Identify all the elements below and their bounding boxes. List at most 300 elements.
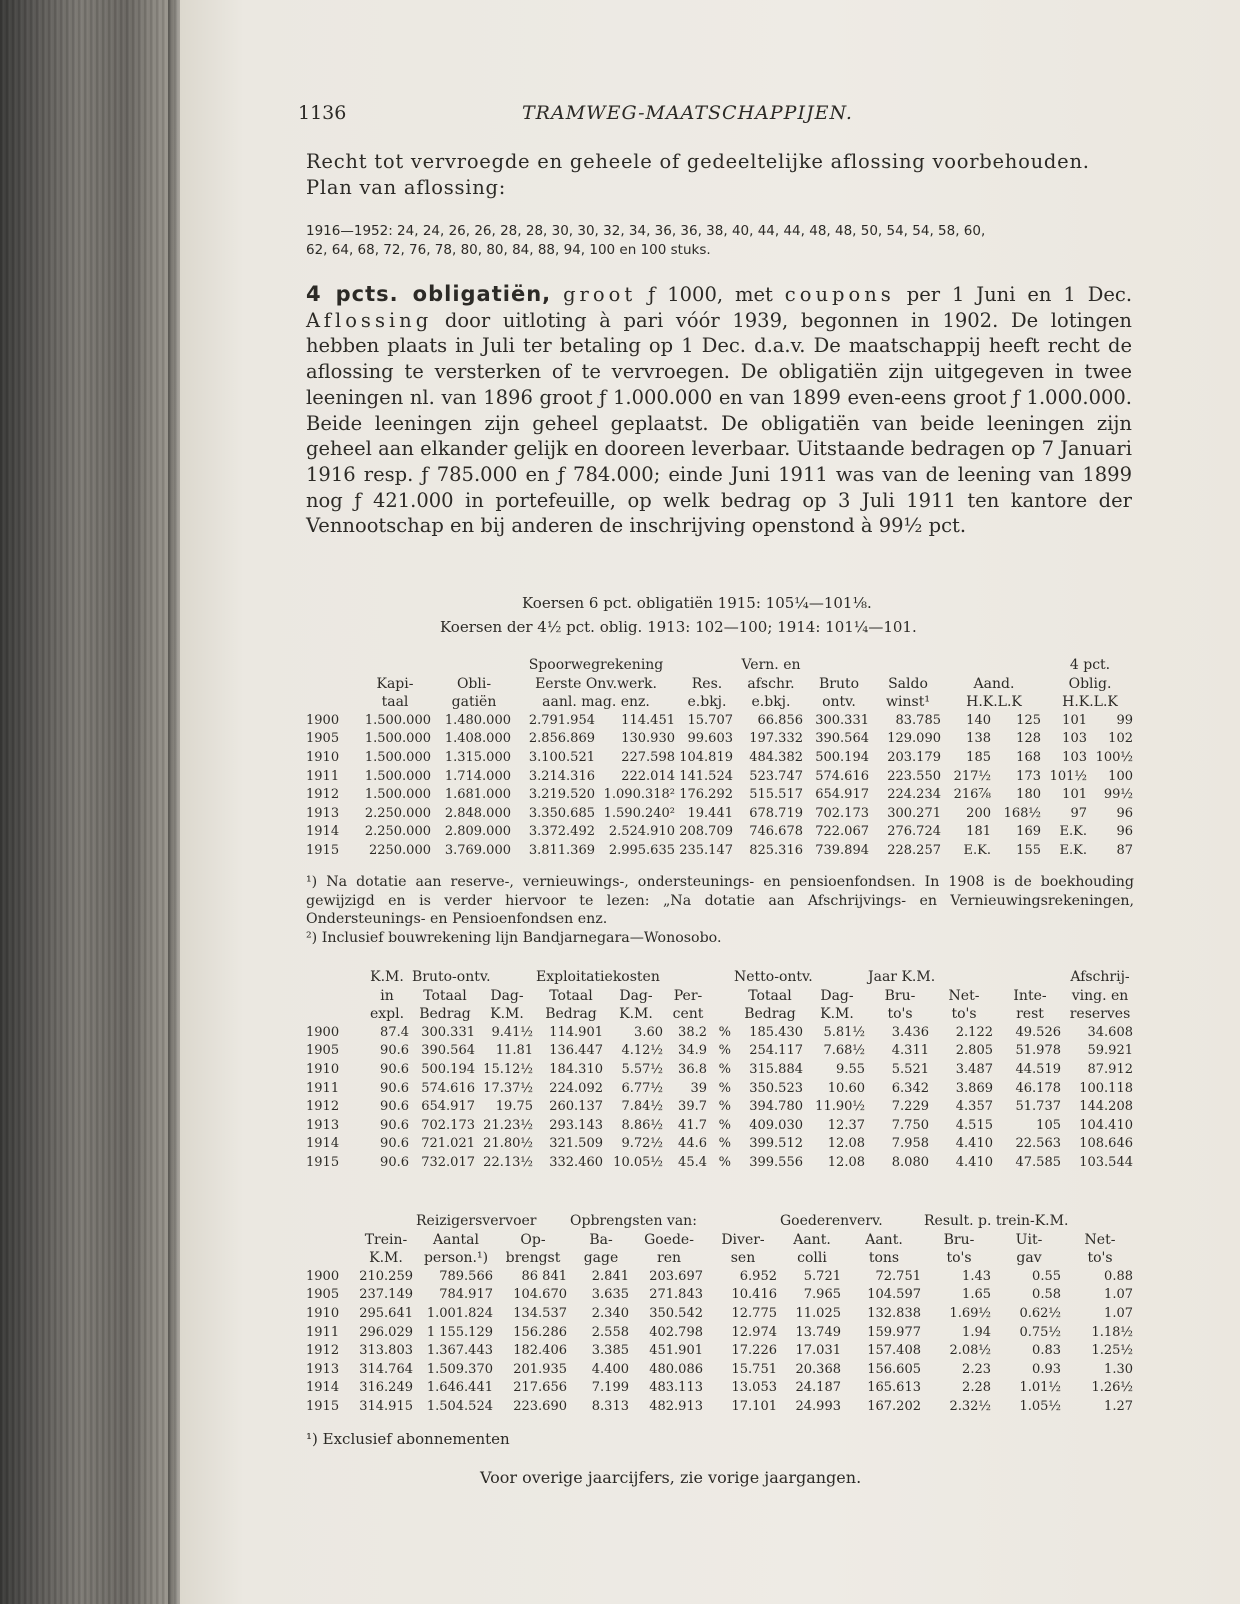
- header-cell: Bedrag: [545, 1006, 597, 1023]
- value-cell: 2.558: [591, 1324, 629, 1340]
- value-cell: 185.430: [749, 1024, 803, 1040]
- value-cell: 216⅞: [953, 787, 991, 803]
- value-cell: 3.869: [955, 1080, 993, 1096]
- header-cell: [434, 656, 514, 675]
- year-cell: 1913: [306, 1361, 340, 1377]
- header-cell: in: [380, 987, 394, 1004]
- value-cell: 721.021: [421, 1136, 475, 1152]
- year-cell: 1914: [306, 1136, 340, 1152]
- value-cell: 2.841: [591, 1268, 629, 1284]
- header-cell: K.M.: [619, 1006, 653, 1023]
- value-cell: 3.219.520: [528, 787, 595, 803]
- value-cell: 789.566: [439, 1268, 493, 1284]
- value-cell: 101: [1062, 787, 1087, 803]
- header-cell: Totaal: [748, 987, 792, 1004]
- value-cell: 678.719: [749, 805, 803, 821]
- table-row: [306, 712, 1136, 731]
- value-cell: 200: [966, 805, 991, 821]
- value-cell: 399.556: [749, 1154, 803, 1170]
- value-cell: %: [718, 1117, 731, 1133]
- value-cell: 3.214.316: [528, 768, 595, 784]
- value-cell: 46.178: [1015, 1080, 1061, 1096]
- value-cell: 2.856.869: [528, 731, 595, 747]
- value-cell: 2.250.000: [364, 805, 431, 821]
- header-cell: [678, 656, 736, 675]
- value-cell: 176.292: [679, 787, 733, 803]
- value-cell: 500.194: [815, 749, 869, 765]
- value-cell: 254.117: [749, 1043, 803, 1059]
- header-cell: winst¹: [886, 694, 930, 711]
- value-cell: 295.641: [359, 1305, 413, 1321]
- koersen-line-2: Koersen der 4½ pct. oblig. 1913: 102—100; 1914: 101¼—101.: [440, 618, 917, 636]
- header-cell: Net-: [1084, 1231, 1116, 1248]
- header-cell: Inte-: [1013, 987, 1047, 1004]
- exploitation-table-body: [306, 1024, 1136, 1173]
- header-cell: Obli-: [456, 675, 492, 692]
- value-cell: 11.90½: [815, 1099, 865, 1115]
- value-cell: 138: [966, 731, 991, 747]
- value-cell: 173: [1016, 768, 1041, 784]
- bonds-paragraph: [306, 282, 1132, 539]
- header-cell: Result. p. trein-K.M.: [924, 1213, 1069, 1229]
- value-cell: 90.6: [380, 1117, 409, 1133]
- value-cell: 784.917: [439, 1287, 493, 1303]
- value-cell: 100½: [1095, 749, 1133, 765]
- value-cell: 3.635: [591, 1287, 629, 1303]
- header-cell: to's: [946, 1250, 972, 1267]
- value-cell: 1.500.000: [364, 787, 431, 803]
- header-cell: Jaar K.M.: [868, 969, 936, 985]
- value-cell: 0.83: [1032, 1343, 1061, 1359]
- value-cell: 17.37½: [483, 1080, 533, 1096]
- footnote-2: ²) Inclusief bouwrekening lijn Bandjarnegara—Wonosobo.: [306, 929, 722, 946]
- value-cell: 155: [1016, 842, 1041, 858]
- value-cell: 451.901: [649, 1343, 703, 1359]
- value-cell: 1.681.000: [444, 787, 511, 803]
- value-cell: 45.4: [678, 1154, 707, 1170]
- value-cell: 1.18½: [1091, 1324, 1133, 1340]
- value-cell: 90.6: [380, 1080, 409, 1096]
- header-cell: Goederenverv.: [780, 1213, 883, 1229]
- value-cell: 125: [1016, 712, 1041, 728]
- value-cell: 2.28: [962, 1380, 991, 1396]
- header-cell: [306, 1005, 362, 1024]
- header-cell: K.M.: [490, 1006, 524, 1023]
- value-cell: 90.6: [380, 1154, 409, 1170]
- transport-table: [306, 1212, 1136, 1417]
- value-cell: 90.6: [380, 1099, 409, 1115]
- schedule-line-2: 62, 64, 68, 72, 76, 78, 80, 80, 84, 88, 94, 100 en 100 stuks.: [306, 242, 711, 258]
- year-cell: 1900: [306, 1024, 340, 1040]
- value-cell: 203.697: [649, 1268, 703, 1284]
- value-cell: 300.331: [421, 1024, 475, 1040]
- header-cell: aanl. mag. enz.: [542, 694, 650, 711]
- table-row: [306, 1268, 1136, 1287]
- header-cell: [996, 968, 1064, 987]
- value-cell: 1.714.000: [444, 768, 511, 784]
- value-cell: 8.86½: [621, 1117, 663, 1133]
- value-cell: 157.408: [867, 1343, 921, 1359]
- value-cell: E.K.: [1059, 824, 1087, 840]
- value-cell: 5.57½: [621, 1061, 663, 1077]
- koersen-line-1: Koersen 6 pct. obligatiën 1915: 105¼—101⅛.: [522, 594, 872, 612]
- year-cell: 1912: [306, 1099, 340, 1115]
- value-cell: 99½: [1103, 787, 1133, 803]
- value-cell: 4.357: [955, 1099, 993, 1115]
- value-cell: 10.05½: [613, 1154, 663, 1170]
- bonds-coupons: coupons: [784, 283, 895, 306]
- value-cell: 1.07: [1104, 1305, 1133, 1321]
- value-cell: 313.803: [359, 1343, 413, 1359]
- value-cell: 21.80½: [483, 1136, 533, 1152]
- value-cell: 222.014: [621, 768, 675, 784]
- value-cell: 1.27: [1104, 1398, 1133, 1414]
- value-cell: 210.259: [359, 1268, 413, 1284]
- value-cell: 39.7: [678, 1099, 707, 1115]
- header-cell: gage: [583, 1250, 619, 1267]
- header-cell: [306, 987, 362, 1006]
- value-cell: 10.416: [731, 1287, 777, 1303]
- year-cell: 1915: [306, 1398, 340, 1414]
- transport-table-body: [306, 1268, 1136, 1417]
- value-cell: 104.819: [679, 749, 733, 765]
- header-cell: Bruto-ontv.: [412, 969, 491, 985]
- header-cell: to's: [951, 1006, 977, 1023]
- header-cell: reserves: [1069, 1006, 1131, 1023]
- header-cell: Afschrij-: [1070, 969, 1130, 985]
- value-cell: 702.173: [421, 1117, 475, 1133]
- value-cell: 66.856: [757, 712, 803, 728]
- header-cell: [666, 968, 710, 987]
- header-cell: afschr.: [747, 675, 795, 692]
- value-cell: 3.372.492: [528, 824, 595, 840]
- value-cell: 87: [1116, 842, 1133, 858]
- bonds-amount: ƒ 1000, met: [648, 283, 773, 306]
- header-cell: Exploitatiekosten: [536, 969, 660, 985]
- value-cell: 19.75: [495, 1099, 533, 1115]
- header-cell: Vern. en: [741, 657, 801, 673]
- value-cell: 316.249: [359, 1380, 413, 1396]
- value-cell: 103: [1062, 749, 1087, 765]
- header-cell: rest: [1016, 1006, 1044, 1023]
- value-cell: 296.029: [359, 1324, 413, 1340]
- value-cell: 217.656: [513, 1380, 567, 1396]
- value-cell: 168: [1016, 749, 1041, 765]
- value-cell: 1.94: [962, 1324, 991, 1340]
- value-cell: 141.524: [679, 768, 733, 784]
- value-cell: 156.605: [867, 1361, 921, 1377]
- value-cell: 484.382: [749, 749, 803, 765]
- value-cell: 223.690: [513, 1398, 567, 1414]
- value-cell: 390.564: [421, 1043, 475, 1059]
- value-cell: 12.08: [827, 1136, 865, 1152]
- value-cell: 1.43: [962, 1268, 991, 1284]
- header-cell: H.K.L.K: [966, 694, 1022, 711]
- value-cell: 732.017: [421, 1154, 475, 1170]
- year-cell: 1910: [306, 1061, 340, 1077]
- value-cell: 134.537: [513, 1305, 567, 1321]
- value-cell: 390.564: [815, 731, 869, 747]
- value-cell: 12.974: [731, 1324, 777, 1340]
- value-cell: 1.01½: [1019, 1380, 1061, 1396]
- value-cell: 2.848.000: [444, 805, 511, 821]
- value-cell: 105: [1036, 1117, 1061, 1133]
- header-row: [306, 656, 1136, 675]
- header-cell: [306, 968, 362, 987]
- value-cell: 1.646.441: [426, 1380, 493, 1396]
- value-cell: 2.23: [962, 1361, 991, 1377]
- table-row: [306, 1342, 1136, 1361]
- value-cell: 315.884: [749, 1061, 803, 1077]
- value-cell: 7.229: [891, 1099, 929, 1115]
- header-cell: [306, 1249, 356, 1268]
- header-cell: Netto-ontv.: [734, 969, 813, 985]
- table-row: [306, 1286, 1136, 1305]
- value-cell: 11.81: [495, 1043, 533, 1059]
- value-cell: 7.199: [591, 1380, 629, 1396]
- value-cell: 228.257: [887, 842, 941, 858]
- header-cell: [356, 656, 434, 675]
- header-cell: [306, 693, 356, 712]
- value-cell: 86 841: [521, 1268, 567, 1284]
- value-cell: 168½: [1003, 805, 1041, 821]
- value-cell: 156.286: [513, 1324, 567, 1340]
- value-cell: 34.608: [1087, 1024, 1133, 1040]
- value-cell: 7.68½: [823, 1043, 865, 1059]
- value-cell: 574.616: [815, 768, 869, 784]
- header-cell: Oblig.: [1068, 675, 1112, 692]
- value-cell: 402.798: [649, 1324, 703, 1340]
- value-cell: 7.750: [891, 1117, 929, 1133]
- header-cell: Res.: [691, 675, 723, 692]
- capital-table: [306, 656, 1136, 861]
- value-cell: 44.6: [678, 1136, 707, 1152]
- page-number: 1136: [298, 102, 347, 124]
- capital-table-body: [306, 712, 1136, 861]
- year-cell: 1914: [306, 824, 340, 840]
- table-row: [306, 1061, 1136, 1080]
- year-cell: 1910: [306, 1305, 340, 1321]
- header-cell: Bedrag: [419, 1006, 471, 1023]
- header-cell: Per-: [673, 987, 703, 1004]
- value-cell: 99: [1116, 712, 1133, 728]
- value-cell: 1.65: [962, 1287, 991, 1303]
- table-row: [306, 1135, 1136, 1154]
- year-cell: 1900: [306, 1268, 340, 1284]
- value-cell: 104.597: [867, 1287, 921, 1303]
- value-cell: 59.921: [1087, 1043, 1133, 1059]
- header-row: [306, 1249, 1136, 1268]
- value-cell: 235.147: [679, 842, 733, 858]
- table-row: [306, 768, 1136, 787]
- header-cell: ren: [657, 1250, 681, 1267]
- value-cell: 100.118: [1079, 1080, 1133, 1096]
- year-cell: 1905: [306, 731, 340, 747]
- value-cell: 746.678: [749, 824, 803, 840]
- year-cell: 1905: [306, 1043, 340, 1059]
- transport-footnote: ¹) Exclusief abonnementen: [306, 1430, 510, 1448]
- value-cell: 51.737: [1015, 1099, 1061, 1115]
- value-cell: 36.8: [678, 1061, 707, 1077]
- header-cell: K.M.: [820, 1006, 854, 1023]
- value-cell: 8.313: [591, 1398, 629, 1414]
- table-row: [306, 1324, 1136, 1343]
- capital-footnotes: [306, 873, 1134, 947]
- value-cell: 208.709: [679, 824, 733, 840]
- value-cell: 4.311: [891, 1043, 929, 1059]
- value-cell: 15.707: [687, 712, 733, 728]
- value-cell: 1.367.443: [426, 1343, 493, 1359]
- value-cell: 12.775: [731, 1305, 777, 1321]
- year-cell: 1915: [306, 1154, 340, 1170]
- value-cell: 0.58: [1032, 1287, 1061, 1303]
- value-cell: 2.524.910: [608, 824, 675, 840]
- bonds-terms: door uitloting à pari vóór 1939, begonnen in 1902. De lotingen hebben plaats in Juli ter betaling op 1 Dec. d.a.v. De maatschappij heeft recht de aflossing te versterken of te vervroegen. De obligatiën zijn uitgegeven in twee leeningen nl. van 1896 groot ƒ 1.000.000 en van 1899 even-eens groot ƒ 1.000.000. Beide leeningen zijn geheel geplaatst. De obligatiën van beide leeningen zijn geheel aan elkander gelijk en dooreen leverbaar. Uitstaande bedragen op 7 Januari 1916 resp. ƒ 785.000 en ƒ 784.000; einde Juni 1911 was van de leening van 1899 nog ƒ 421.000 in portefeuille, op welk bedrag op 3 Juli 1911 ten kantore der Vennootschap en bij anderen de inschrijving openstond à 99½ pct.: [306, 308, 1132, 538]
- value-cell: 90.6: [380, 1136, 409, 1152]
- value-cell: 1.500.000: [364, 712, 431, 728]
- value-cell: 182.406: [513, 1343, 567, 1359]
- value-cell: 17.101: [731, 1398, 777, 1414]
- value-cell: 108.646: [1079, 1136, 1133, 1152]
- value-cell: 8.080: [891, 1154, 929, 1170]
- table-row: [306, 1024, 1136, 1043]
- value-cell: 5.521: [891, 1061, 929, 1077]
- value-cell: 130.930: [621, 731, 675, 747]
- year-cell: 1911: [306, 1324, 340, 1340]
- header-cell: sen: [730, 1250, 756, 1267]
- value-cell: 1.26½: [1091, 1380, 1133, 1396]
- exploitation-table-header: [306, 968, 1136, 1024]
- value-cell: 15.751: [731, 1361, 777, 1377]
- value-cell: %: [718, 1043, 731, 1059]
- value-cell: 523.747: [749, 768, 803, 784]
- value-cell: 101: [1062, 712, 1087, 728]
- value-cell: 83.785: [895, 712, 941, 728]
- value-cell: 96: [1116, 805, 1133, 821]
- year-cell: 1900: [306, 712, 340, 728]
- value-cell: 184.310: [549, 1061, 603, 1077]
- header-cell: Dag-: [820, 987, 854, 1004]
- value-cell: 2.805: [955, 1043, 993, 1059]
- value-cell: 72.751: [875, 1268, 921, 1284]
- value-cell: 2.791.954: [528, 712, 595, 728]
- bonds-aflossing: Aflossing: [306, 308, 433, 332]
- value-cell: 1.480.000: [444, 712, 511, 728]
- header-cell: person.¹): [423, 1250, 489, 1267]
- value-cell: 87.912: [1087, 1061, 1133, 1077]
- value-cell: 271.843: [649, 1287, 703, 1303]
- value-cell: 2.995.635: [608, 842, 675, 858]
- header-cell: [706, 1212, 780, 1231]
- value-cell: 34.9: [678, 1043, 707, 1059]
- value-cell: %: [718, 1080, 731, 1096]
- value-cell: 0.62½: [1019, 1305, 1061, 1321]
- year-cell: 1913: [306, 805, 340, 821]
- header-cell: taal: [381, 694, 409, 711]
- value-cell: 480.086: [649, 1361, 703, 1377]
- value-cell: 39: [690, 1080, 707, 1096]
- value-cell: 4.12½: [621, 1043, 663, 1059]
- value-cell: 47.585: [1015, 1154, 1061, 1170]
- value-cell: 4.400: [591, 1361, 629, 1377]
- value-cell: 51.978: [1015, 1043, 1061, 1059]
- header-cell: ving. en: [1071, 987, 1129, 1004]
- header-cell: [932, 968, 996, 987]
- value-cell: 1.408.000: [444, 731, 511, 747]
- value-cell: 17.226: [731, 1343, 777, 1359]
- value-cell: 227.598: [621, 749, 675, 765]
- bonds-coupon-dates: per 1 Juni en 1 Dec.: [906, 283, 1133, 306]
- header-cell: Kapi-: [376, 675, 414, 692]
- value-cell: 500.194: [421, 1061, 475, 1077]
- value-cell: 1.500.000: [364, 749, 431, 765]
- header-cell: [806, 656, 872, 675]
- header-cell: [1064, 1212, 1136, 1231]
- value-cell: 409.030: [749, 1117, 803, 1133]
- value-cell: 132.838: [867, 1305, 921, 1321]
- year-cell: 1914: [306, 1380, 340, 1396]
- value-cell: 21.23½: [483, 1117, 533, 1133]
- header-row: [306, 693, 1136, 712]
- value-cell: 1.001.824: [426, 1305, 493, 1321]
- value-cell: 3.811.369: [528, 842, 595, 858]
- value-cell: 12.08: [827, 1154, 865, 1170]
- value-cell: 654.917: [421, 1099, 475, 1115]
- header-cell: Aant.: [865, 1231, 903, 1248]
- header-cell: K.M.: [370, 969, 404, 985]
- value-cell: 4.410: [955, 1154, 993, 1170]
- value-cell: 100: [1108, 768, 1133, 784]
- value-cell: 1.500.000: [364, 731, 431, 747]
- value-cell: 2.08½: [949, 1343, 991, 1359]
- value-cell: 114.901: [549, 1024, 603, 1040]
- header-cell: Spoorwegrekening: [528, 657, 664, 673]
- schedule-line-1: 1916—1952: 24, 24, 26, 26, 28, 28, 30, 30, 32, 34, 36, 36, 38, 40, 44, 44, 48, 48, 50, 54, 54, 58, 60,: [306, 223, 986, 239]
- header-cell: Aantal: [433, 1231, 479, 1248]
- value-cell: 103.544: [1079, 1154, 1133, 1170]
- value-cell: 5.721: [803, 1268, 841, 1284]
- header-cell: Eerste Onv.werk.: [535, 675, 657, 692]
- year-cell: 1912: [306, 787, 340, 803]
- header-cell: Totaal: [549, 987, 593, 1004]
- value-cell: 9.72½: [621, 1136, 663, 1152]
- value-cell: 0.93: [1032, 1361, 1061, 1377]
- value-cell: 722.067: [815, 824, 869, 840]
- header-cell: cent: [672, 1006, 704, 1023]
- header-cell: Dag-: [490, 987, 524, 1004]
- year-cell: 1911: [306, 768, 340, 784]
- header-cell: [306, 656, 356, 675]
- header-cell: [306, 1231, 356, 1250]
- value-cell: 1.05½: [1019, 1398, 1061, 1414]
- value-cell: 3.60: [634, 1024, 663, 1040]
- header-cell: [356, 1212, 416, 1231]
- redemption-schedule: [306, 222, 1132, 260]
- table-row: [306, 749, 1136, 768]
- value-cell: 3.769.000: [444, 842, 511, 858]
- value-cell: 96: [1116, 824, 1133, 840]
- value-cell: 3.350.685: [528, 805, 595, 821]
- value-cell: 17.031: [795, 1343, 841, 1359]
- value-cell: 293.143: [549, 1117, 603, 1133]
- header-cell: [806, 968, 868, 987]
- year-cell: 1912: [306, 1343, 340, 1359]
- value-cell: 2.122: [955, 1024, 993, 1040]
- value-cell: 1.090.318²: [603, 787, 675, 803]
- value-cell: 2.250.000: [364, 824, 431, 840]
- value-cell: 44.519: [1015, 1061, 1061, 1077]
- bonds-heading: 4 pcts. obligatiën,: [306, 282, 552, 306]
